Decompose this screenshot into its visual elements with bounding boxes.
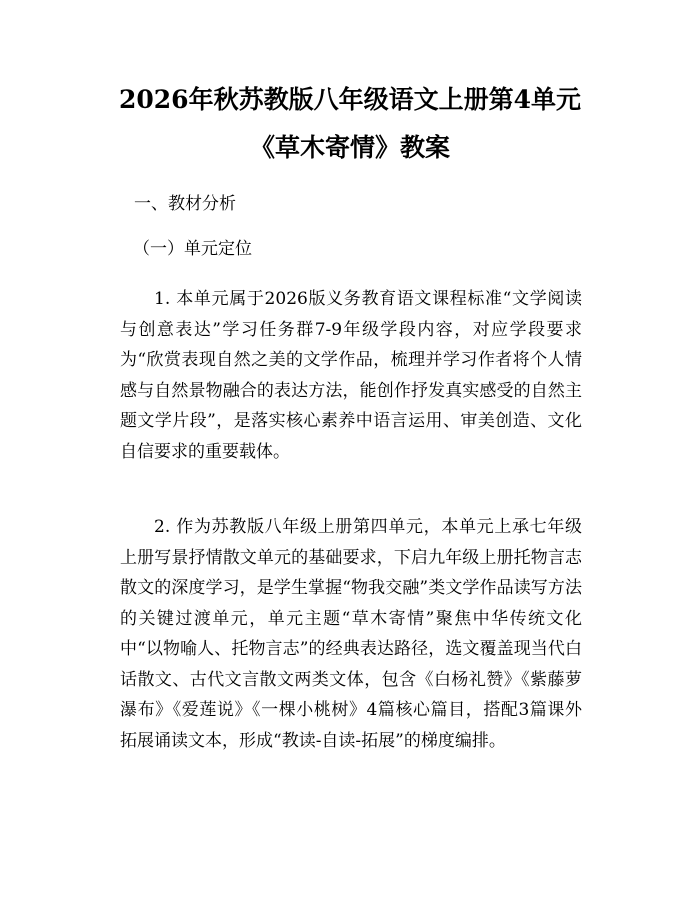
paragraph-1: 1. 本单元属于2026版义务教育语文课程标准“文学阅读与创意表达”学习任务群7-9年级学段内容，对应学段要求为“欣赏表现自然之美的文学作品，梳理并学习作者将个人情感与自然景物融合的表达方法，能创作抒发真实感受的自然主题文学片段”，是落实核心素养中语言运用、审美创造、文化自信要求的重要载体。 (120, 289, 582, 462)
section-heading-textbook-analysis: 一、教材分析 (134, 194, 236, 214)
subsection-heading-unit-positioning: （一）单元定位 (133, 239, 252, 259)
document-title-line-1: 2026年秋苏教版八年级语文上册第4单元 (119, 85, 581, 114)
paragraph-2: 2. 作为苏教版八年级上册第四单元，本单元上承七年级上册写景抒情散文单元的基础要求，下启九年级上册托物言志散文的深度学习，是学生掌握“物我交融”类文学作品读写方法的关键过渡单元，单元主题“草木寄情”聚焦中华传统文化中“以物喻人、托物言志”的经典表达路径，选文覆盖现当代白话散文、古代文言散文两类文体，包含《白杨礼赞》《紫藤萝瀑布》《爱莲说》《一棵小桃树》4篇核心篇目，搭配3篇课外拓展诵读文本，形成“教读-自读-拓展”的梯度编排。 (120, 517, 582, 751)
document-title-line-2: 《草木寄情》教案 (249, 133, 450, 162)
